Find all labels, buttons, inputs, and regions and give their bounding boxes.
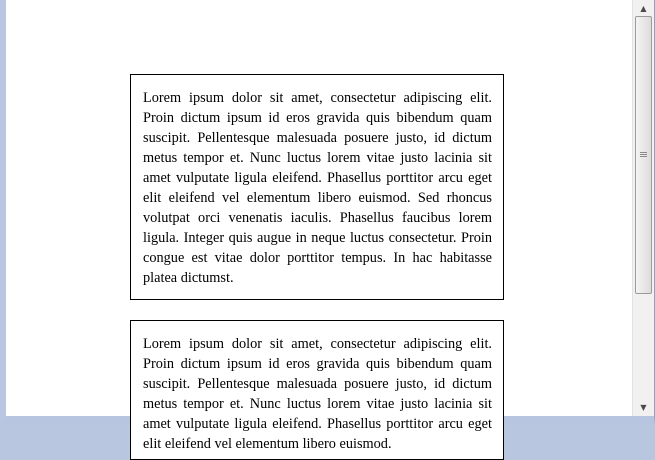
vertical-scrollbar[interactable]: [632, 0, 654, 416]
text-box-1: [130, 74, 504, 300]
scroll-down-arrow-icon[interactable]: ▼: [640, 403, 647, 412]
scrollbar-thumb[interactable]: [635, 16, 652, 294]
page-viewport: [6, 0, 632, 452]
text-box-2: [130, 320, 504, 460]
paragraph-2-text: Lorem ipsum dolor sit amet, consectetur adipiscing elit. Proin dictum ipsum id eros gravida quis bibendum quam suscipit. Pellentesque malesuada posuere justo, id dictum metus tempor et. Nunc luctus lorem vitae justo lacinia sit amet vulputate ligula eleifend. Phasellus porttitor arcu eget elit eleifend vel elementum libero euismod.: [143, 336, 492, 452]
paragraph-1-text: Lorem ipsum dolor sit amet, consectetur adipiscing elit. Proin dictum ipsum id eros gravida quis bibendum quam suscipit. Pellentesque malesuada posuere justo, id dictum metus tempor et. Nunc luctus lorem vitae justo lacinia sit amet vulputate ligula eleifend. Phasellus porttitor arcu eget elit eleifend vel elementum libero euismod. Sed rhoncus volutpat orci venenatis iaculis. Phasellus faucibus lorem ligula. Integer quis augue in neque luctus consectetur. Proin congue est vitae dolor porttitor tempus. In hac habitasse platea dictumst.: [143, 90, 492, 286]
scroll-up-arrow-icon[interactable]: ▲: [640, 4, 647, 13]
scrollbar-grip-icon: [640, 152, 647, 158]
